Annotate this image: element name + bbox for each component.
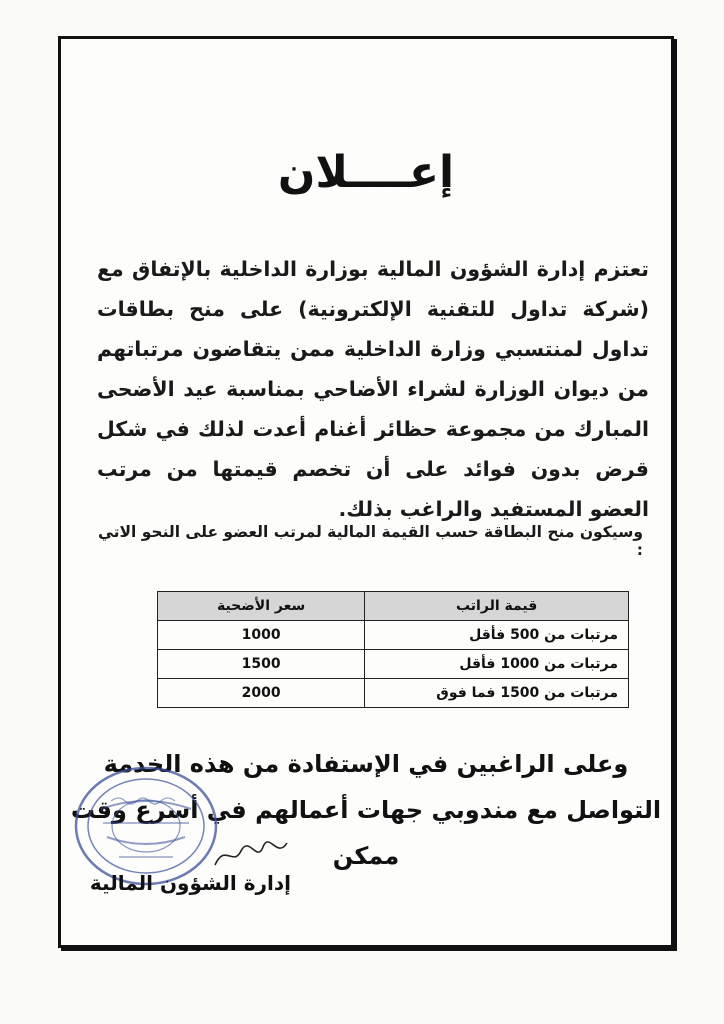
table-row: [158, 679, 629, 708]
price-table: [157, 591, 629, 708]
table-row: [158, 621, 629, 650]
handwritten-signature: [211, 837, 291, 873]
salary-cell: مرتبات من 500 فأقل: [365, 621, 629, 650]
table-row: [158, 650, 629, 679]
announcement-title: إعــــلان: [277, 147, 455, 198]
document-frame: [58, 36, 674, 948]
price-cell: 2000: [158, 679, 365, 708]
header-price: سعر الأضحية: [158, 592, 365, 621]
table-intro: وسيكون منح البطاقة حسب القيمة المالية لمرتب العضو على النحو الاتي :: [97, 523, 643, 559]
price-cell: 1000: [158, 621, 365, 650]
closing-statement: وعلى الراغبين في الإستفادة من هذه الخدمة التواصل مع مندوبي جهات أعمالهم في أسرع وقت ممكن: [70, 750, 662, 870]
salary-cell: مرتبات من 1500 فما فوق: [365, 679, 629, 708]
price-cell: 1500: [158, 650, 365, 679]
salary-cell: مرتبات من 1000 فأقل: [365, 650, 629, 679]
announcement-body: تعتزم إدارة الشؤون المالية بوزارة الداخلية بالإتفاق مع (شركة تداول للتقنية الإلكترونية) على منح بطاقات تداول لمنتسبي وزارة الداخلية ممن يتقاضون مرتباتهم من ديوان الوزارة لشراء الأضاحي بمناسبة عيد الأضحى المبارك من مجموعة حظائر أغنام أعدت لذلك في شكل قرض بدون فوائد على أن تخصم قيمتها من مرتب العضو المستفيد والراغب بذلك.: [97, 257, 649, 521]
signature-department: إدارة الشؤون المالية: [89, 871, 291, 895]
header-salary: قيمة الراتب: [365, 592, 629, 621]
table-header-row: [158, 592, 629, 621]
